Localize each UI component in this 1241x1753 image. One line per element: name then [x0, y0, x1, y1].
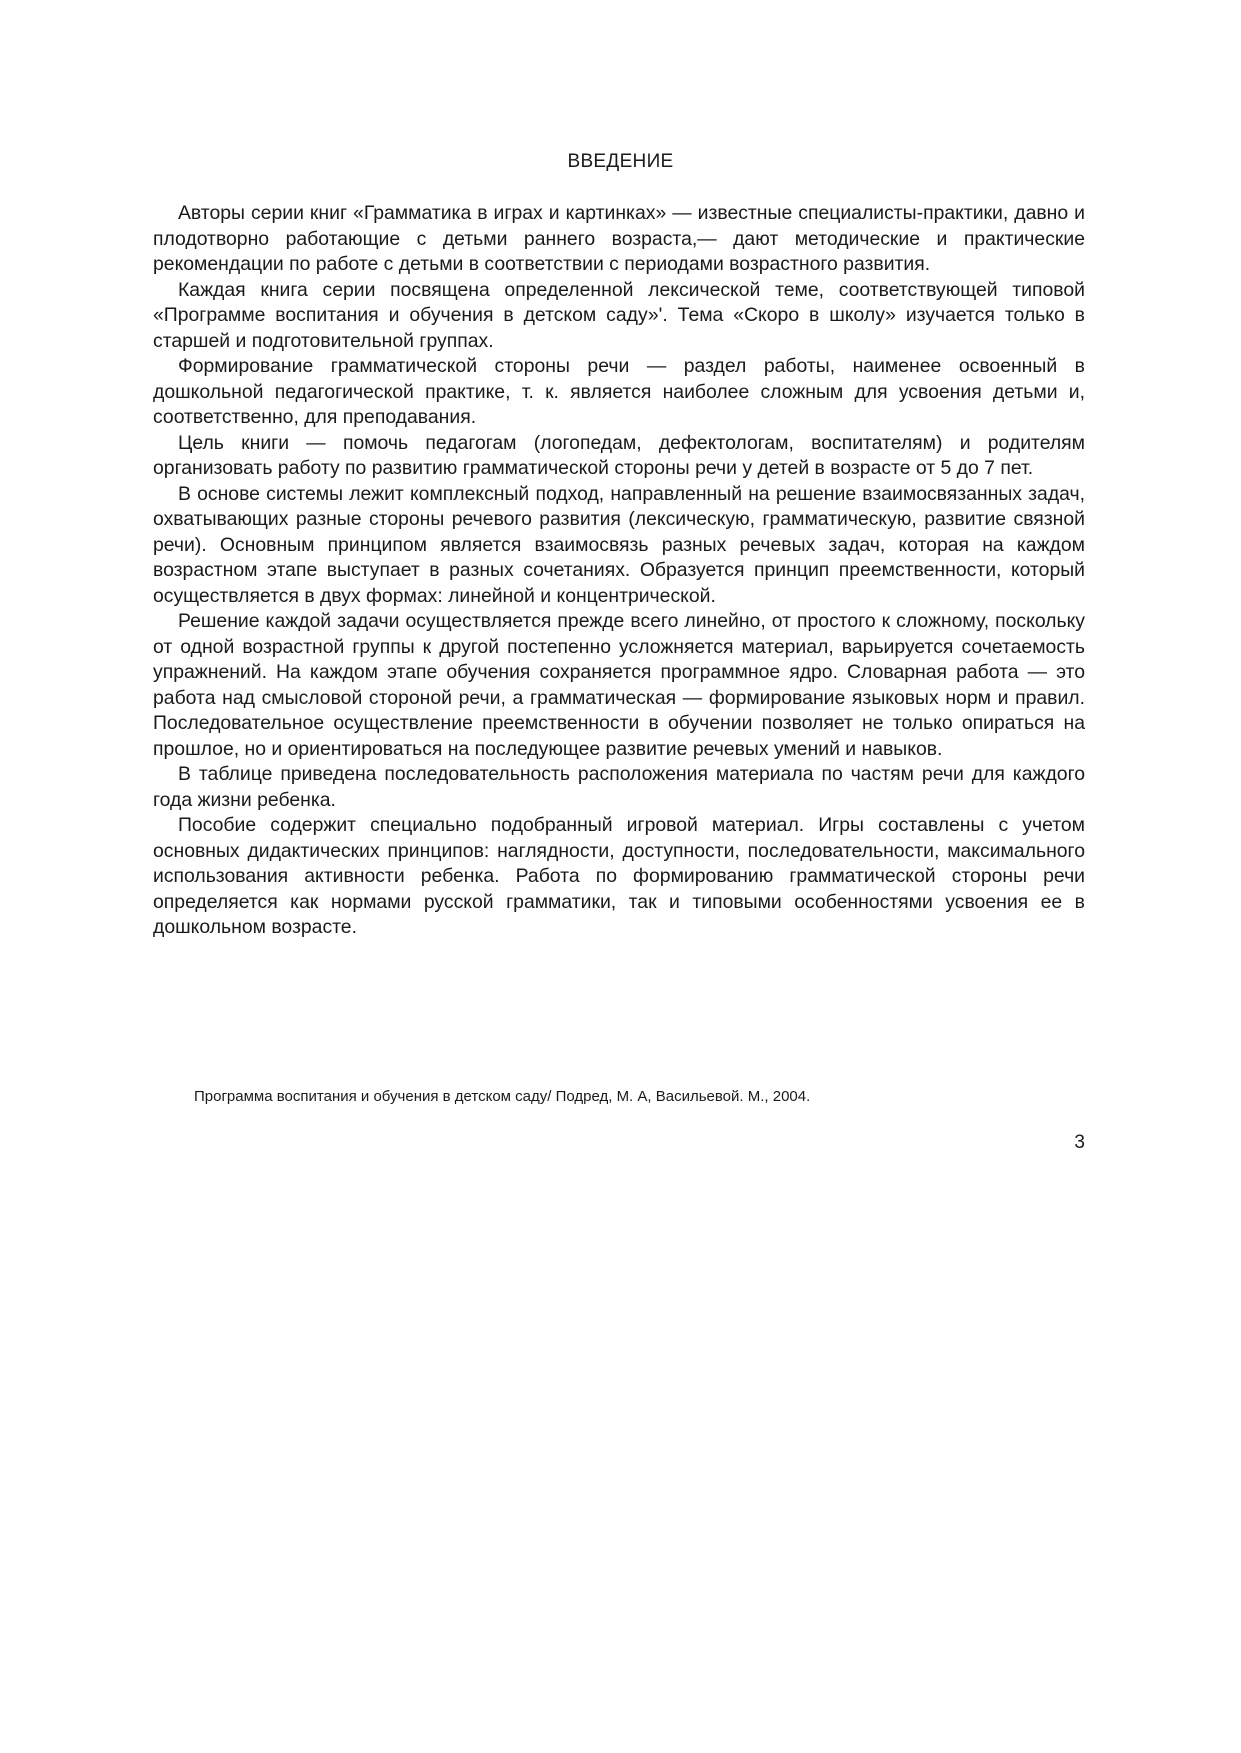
- page-title: ВВЕДЕНИЕ: [567, 151, 674, 172]
- footnote: Программа воспитания и обучения в детском саду/ Подред, М. А, Васильевой. М., 2004.: [194, 1088, 811, 1105]
- paragraph-5: В основе системы лежит комплексный подход, направленный на решение взаимосвязанных задач, охватывающих разные стороны речевого развития (лексическую, грамматическую, развитие связной речи). Основным принципом является взаимосвязь разных речевых задач, которая на каждом возрастном этапе выступает в разных сочетаниях. Образуется принцип преемственности, который осуществляется в двух формах: линейной и концентрической.: [153, 482, 1085, 607]
- paragraph-7: В таблице приведена последовательность расположения материала по частям речи для каждого года жизни ребенка.: [153, 763, 1085, 811]
- page-number: 3: [1074, 1132, 1085, 1153]
- paragraph-2: Каждая книга серии посвящена определенной лексической теме, соответствующей типовой «Программе воспитания и обучения в детском саду»'. Тема «Скоро в школу» изучается только в старшей и подготовительной группах.: [153, 278, 1085, 352]
- paragraph-3: Формирование грамматической стороны речи — раздел работы, наименее освоенный в дошкольной педагогической практике, т. к. является наиболее сложным для усвоения детьми и, соответственно, для преподавания.: [153, 355, 1085, 428]
- paragraph-1: Авторы серии книг «Грамматика в играх и картинках» — известные специалисты-практики, давно и плодотворно работающие с детьми раннего возраста,— дают методические и практические рекомендации по работе с детьми в соответствии с периодами возрастного развития.: [153, 202, 1085, 275]
- paragraph-6: Решение каждой задачи осуществляется прежде всего линейно, от простого к сложному, поскольку от одной возрастной группы к другой постепенно усложняется материал, варьируется сочетаемость упражнений. На каждом этапе обучения сохраняется программное ядро. Словарная работа — это работа над смысловой стороной речи, а грамматическая — формирование языковых норм и правил. Последовательное осуществление преемственности в обучении позволяет не только опираться на прошлое, но и ориентироваться на последующее развитие речевых умений и навыков.: [153, 610, 1085, 760]
- body-text: [153, 201, 1085, 941]
- paragraph-4: Цель книги — помочь педагогам (логопедам, дефектологам, воспитателям) и родителям организовать работу по развитию грамматической стороны речи у детей в возрасте от 5 до 7 пет.: [153, 431, 1085, 479]
- paragraph-8: Пособие содержит специально подобранный игровой материал. Игры составлены с учетом основных дидактических принципов: наглядности, доступности, последовательности, максимального использования активности ребенка. Работа по формированию грамматической стороны речи определяется как нормами русской грамматики, так и типовыми особенностями усвоения ее в дошкольном возрасте.: [153, 814, 1085, 938]
